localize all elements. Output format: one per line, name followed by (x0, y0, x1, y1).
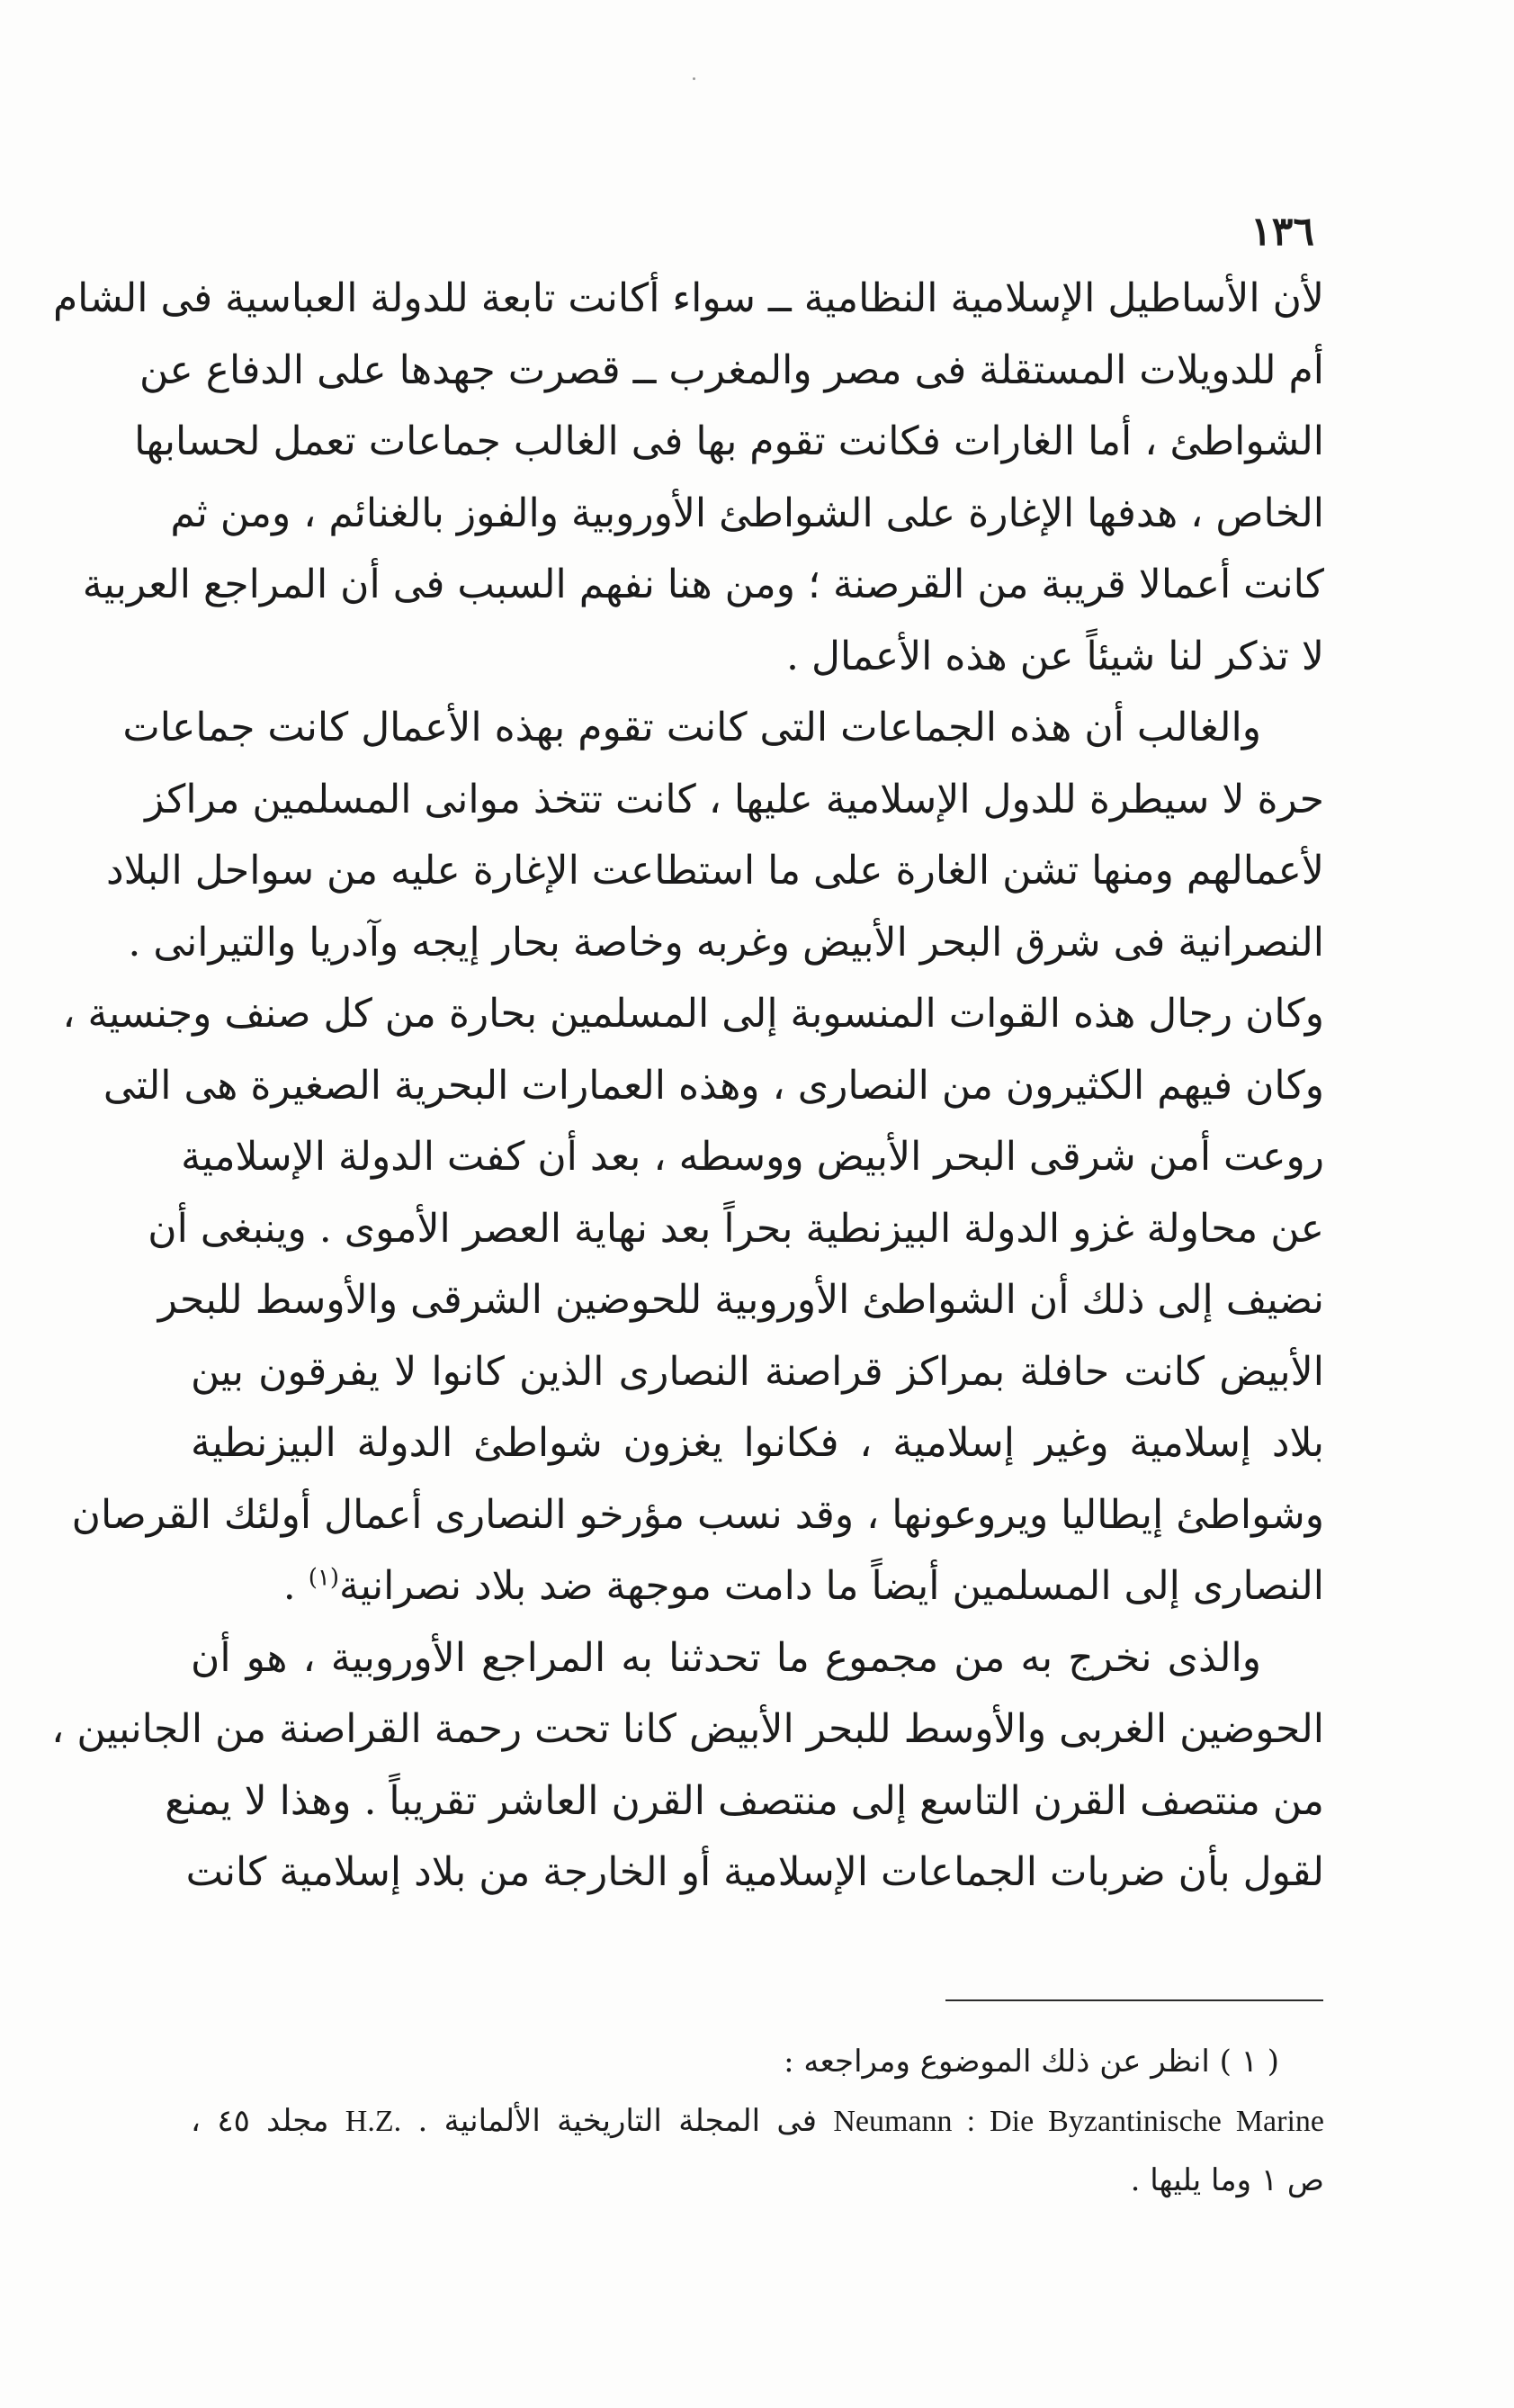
text-line (181, 1121, 1324, 1193)
text-line-content: أم للدويلات المستقلة فى مصر والمغرب ــ قصرت جهدها على الدفاع عن (139, 346, 1324, 393)
text-line (170, 478, 1324, 550)
text-line (148, 1193, 1324, 1265)
footnote-rule (945, 1999, 1323, 2001)
text-line (128, 907, 1324, 979)
text-line (191, 621, 1324, 693)
text-line-content: روعت أمن شرقى البحر الأبيض ووسطه ، بعد أن كفت الدولة الإسلامية (181, 1134, 1324, 1180)
text-line (191, 1336, 1324, 1408)
text-line (191, 1407, 1324, 1479)
footnote-line-2 (191, 2091, 1324, 2151)
text-line (139, 335, 1324, 407)
text-line-tail: . (282, 1563, 309, 1609)
text-line (145, 764, 1324, 836)
footnote-journal-ar: فى المجلة التاريخية الألمانية . (417, 2103, 818, 2139)
text-line-content: النصارى إلى المسلمين أيضاً ما دامت موجهة ضد بلاد نصرانية (339, 1563, 1324, 1609)
text-line-content: نضيف إلى ذلك أن الشواطئ الأوروبية للحوضين الشرقى والأوسط للبحر (157, 1277, 1324, 1323)
footnotes (191, 2032, 1324, 2210)
footnote-citation-author: Neumann : Die Byzantinische Marine (833, 2105, 1325, 2138)
text-line (52, 263, 1324, 335)
text-line (62, 978, 1324, 1050)
text-line (134, 406, 1324, 478)
text-line-content: لا تذكر لنا شيئاً عن هذه الأعمال . (786, 633, 1324, 679)
footnote-volume: مجلد ٤٥ ، (191, 2103, 329, 2139)
text-line (122, 692, 1324, 764)
text-line (165, 1766, 1324, 1837)
text-line-content: والغالب أن هذه الجماعات التى كانت تقوم بهذه الأعمال كانت جماعات (122, 705, 1261, 750)
text-line-content: الأبيض كانت حافلة بمراكز قراصنة النصارى الذين كانوا لا يفرقون بين (191, 1348, 1324, 1395)
text-line-content: حرة لا سيطرة للدول الإسلامية عليها ، كانت تتخذ موانى المسلمين مراكز (145, 776, 1324, 822)
text-line-content: والذى نخرج به من مجموع ما تحدثنا به المراجع الأوروبية ، هو أن (191, 1634, 1261, 1681)
text-line (185, 1837, 1324, 1909)
text-line-content: الشواطئ ، أما الغارات فكانت تقوم بها فى الغالب جماعات تعمل لحسابها (134, 418, 1324, 464)
text-line (191, 1622, 1324, 1694)
footnote-reference: (١) (308, 1564, 340, 1592)
text-line (157, 1264, 1324, 1336)
text-line-content: لأن الأساطيل الإسلامية النظامية ــ سواء أكانت تابعة للدولة العباسية فى الشام (52, 275, 1324, 321)
text-line-content: بلاد إسلامية وغير إسلامية ، فكانوا يغزون شواطئ الدولة البيزنطية (191, 1420, 1324, 1466)
text-line (105, 835, 1324, 907)
text-line (82, 549, 1324, 621)
text-line-content: كانت أعمالا قريبة من القرصنة ؛ ومن هنا نفهم السبب فى أن المراجع العربية (82, 562, 1324, 607)
text-line-content: الخاص ، هدفها الإغارة على الشواطئ الأوروبية والفوز بالغنائم ، ومن ثم (170, 490, 1324, 536)
footnote-line-1: ( ١ ) انظر عن ذلك الموضوع ومراجعه : (784, 2044, 1279, 2080)
footnote-line-3: ص ١ وما يليها . (1130, 2162, 1324, 2198)
text-line-content: النصرانية فى شرق البحر الأبيض وغربه وخاصة بحار إيجه وآدريا والتيرانى . (128, 919, 1324, 966)
text-line-content: من منتصف القرن التاسع إلى منتصف القرن العاشر تقريباً . وهذا لا يمنع (165, 1777, 1324, 1824)
text-line (103, 1050, 1324, 1122)
text-line-content: وكان فيهم الكثيرون من النصارى ، وهذه العمارات البحرية الصغيرة هى التى (103, 1062, 1324, 1109)
text-line-content: عن محاولة غزو الدولة البيزنطية بحراً بعد نهاية العصر الأموى . وينبغى أن (148, 1205, 1324, 1252)
text-line-content: وكان رجال هذه القوات المنسوبة إلى المسلمين بحارة من كل صنف وجنسية ، (62, 991, 1324, 1037)
text-line-content: وشواطئ إيطاليا ويروعونها ، وقد نسب مؤرخو النصارى أعمال أولئك القرصان (71, 1491, 1324, 1538)
text-line-content: الحوضين الغربى والأوسط للبحر الأبيض كانا تحت رحمة القراصنة من الجانبين ، (51, 1706, 1324, 1752)
text-line (191, 1550, 1324, 1622)
text-line (51, 1694, 1324, 1766)
body-text (51, 263, 1324, 1909)
paper-speck (693, 77, 695, 80)
text-line (71, 1479, 1324, 1551)
text-line-content: لأعمالهم ومنها تشن الغارة على ما استطاعت الإغارة عليه من سواحل البلاد (105, 848, 1324, 894)
page-number: ١٣٦ (1250, 209, 1314, 255)
text-line-content: لقول بأن ضربات الجماعات الإسلامية أو الخارجة من بلاد إسلامية كانت (185, 1849, 1324, 1895)
footnote-journal-abbrev: H.Z. (345, 2105, 402, 2138)
